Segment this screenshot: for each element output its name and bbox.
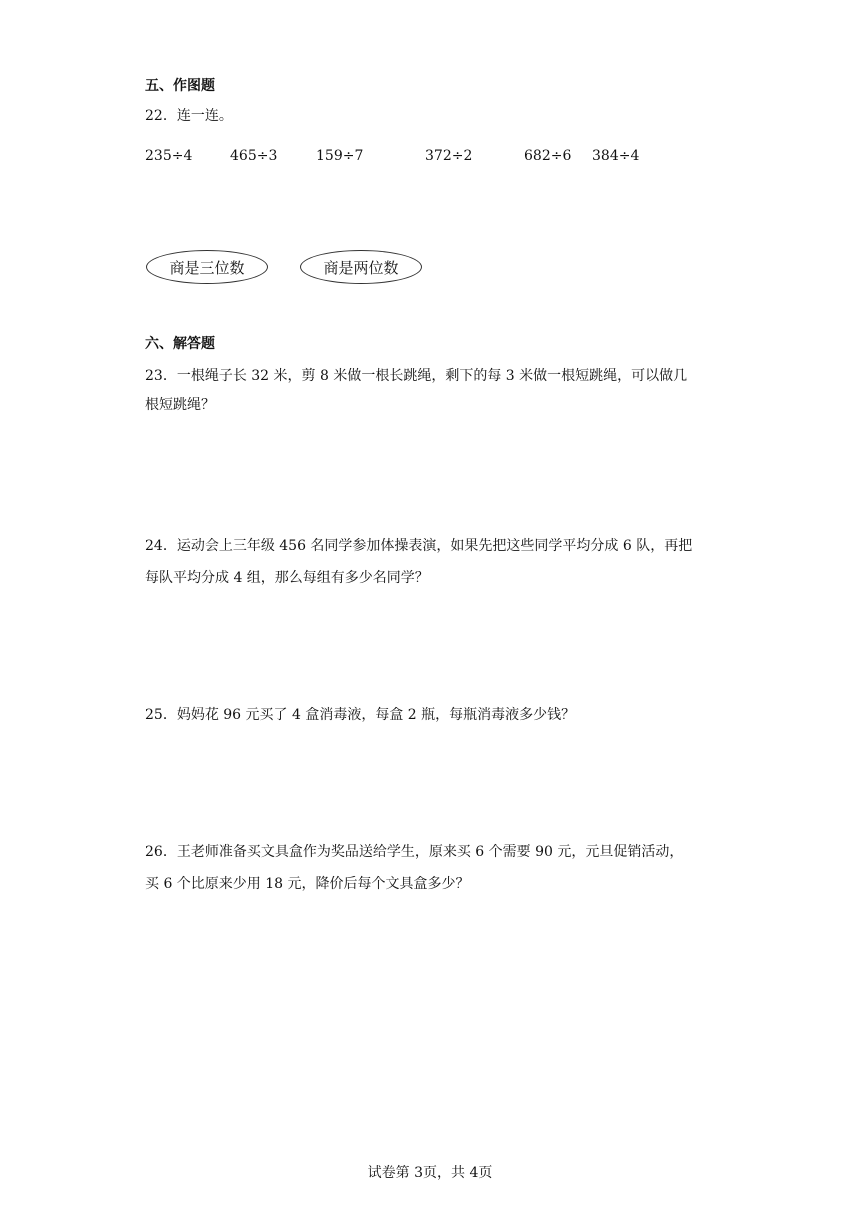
expression-5: 682÷6: [524, 148, 572, 164]
target-three-digit-quotient: 商是三位数: [146, 250, 268, 284]
target-two-digit-quotient: 商是两位数: [300, 250, 422, 284]
question-23-line-1: 23．一根绳子长 32 米，剪 8 米做一根长跳绳，剩下的每 3 米做一根短跳绳，可以做几: [145, 368, 688, 384]
expression-3: 159÷7: [316, 148, 364, 164]
page-footer: 试卷第 3页，共 4页: [367, 1165, 493, 1181]
section-title-answers: 六、解答题: [145, 336, 215, 352]
expression-1: 235÷4: [145, 148, 193, 164]
question-22-prompt: 22．连一连。: [145, 108, 233, 124]
question-26-line-1: 26．王老师准备买文具盒作为奖品送给学生，原来买 6 个需要 90 元，元旦促销活动，: [145, 844, 684, 860]
question-23-line-2: 根短跳绳？: [145, 397, 215, 413]
section-title-drawing: 五、作图题: [145, 78, 215, 94]
expression-4: 372÷2: [425, 148, 473, 164]
expression-2: 465÷3: [230, 148, 278, 164]
question-25-line-1: 25．妈妈花 96 元买了 4 盒消毒液，每盒 2 瓶，每瓶消毒液多少钱？: [145, 707, 576, 723]
question-24-line-1: 24．运动会上三年级 456 名同学参加体操表演，如果先把这些同学平均分成 6 队，再把: [145, 538, 693, 554]
question-24-line-2: 每队平均分成 4 组，那么每组有多少名同学？: [145, 570, 429, 586]
question-26-line-2: 买 6 个比原来少用 18 元，降价后每个文具盒多少？: [145, 876, 470, 892]
expression-6: 384÷4: [592, 148, 640, 164]
